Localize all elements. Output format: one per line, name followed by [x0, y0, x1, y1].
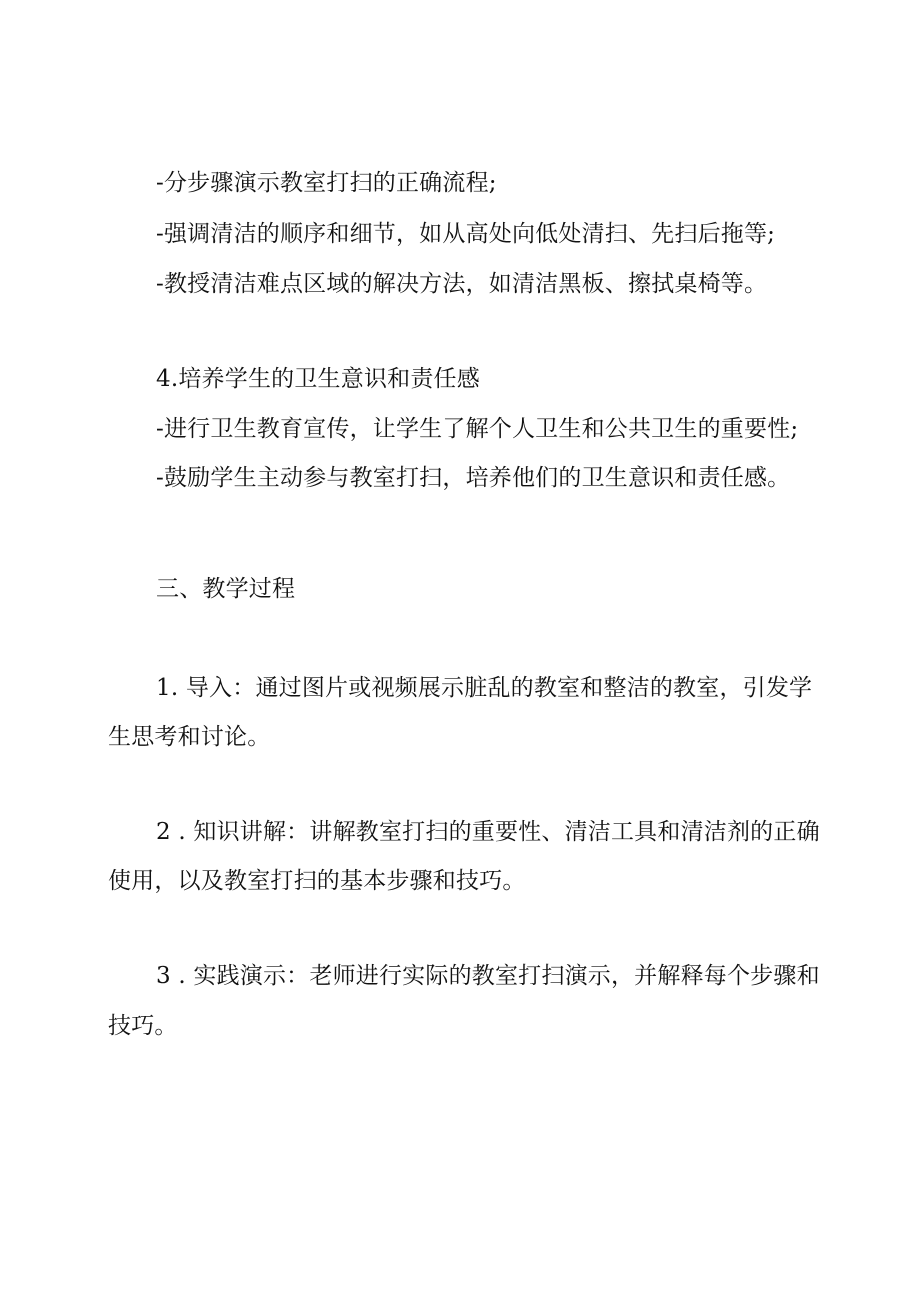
bullet-hygiene-education: -进行卫生教育宣传，让学生了解个人卫生和公共卫生的重要性; — [156, 416, 799, 442]
bullet-difficult-areas: -教授清洁难点区域的解决方法，如清洁黑板、擦拭桌椅等。 — [156, 271, 768, 297]
bullet-cleaning-order: -强调清洁的顺序和细节，如从高处向低处清扫、先扫后拖等; — [156, 221, 776, 247]
bullet-encourage-participation: -鼓励学生主动参与教室打扫，培养他们的卫生意识和责任感。 — [156, 465, 791, 491]
process-item-1-line1: 1. 导入：通过图片或视频展示脏乱的教室和整洁的教室，引发学 — [156, 675, 813, 701]
process-item-3-line1: 3 . 实践演示：老师进行实际的教室打扫演示，并解释每个步骤和 — [156, 963, 820, 989]
process-item-2-line1: 2 . 知识讲解：讲解教室打扫的重要性、清洁工具和清洁剂的正确 — [156, 819, 820, 845]
item4-heading: 4.培养学生的卫生意识和责任感 — [156, 366, 480, 392]
process-item-2-line2: 使用，以及教室打扫的基本步骤和技巧。 — [108, 868, 526, 894]
bullet-demo-steps: -分步骤演示教室打扫的正确流程; — [156, 170, 497, 196]
process-item-3-line2: 技巧。 — [108, 1013, 178, 1039]
section3-heading: 三、教学过程 — [156, 576, 296, 602]
process-item-1-line2: 生思考和讨论。 — [108, 724, 271, 750]
